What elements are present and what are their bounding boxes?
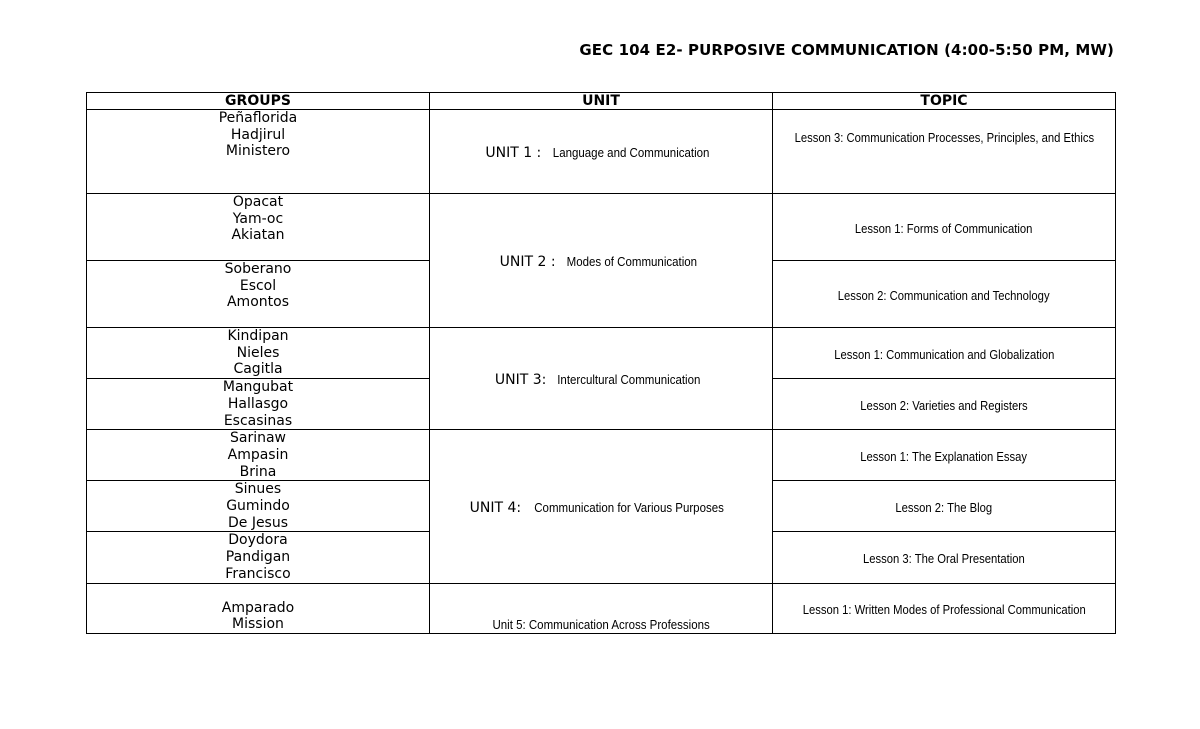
- group-cell: [87, 532, 430, 583]
- unit-label: UNIT 1 :: [485, 145, 542, 161]
- topic-text: Lesson 2: Communication and Technology: [838, 288, 1050, 303]
- group-member: Mangubat: [222, 379, 294, 396]
- group-cell: [87, 481, 430, 532]
- topic-text: Lesson 1: The Explanation Essay: [860, 449, 1028, 464]
- group-member: Sarinaw: [229, 430, 286, 447]
- topic-cell: [773, 532, 1116, 583]
- group-cell: [87, 261, 430, 328]
- group-member: Francisco: [225, 565, 291, 582]
- group-member: Sinues: [234, 481, 282, 498]
- unit-description: Intercultural Communication: [557, 373, 701, 388]
- table-row: [87, 583, 1116, 633]
- header-row: [87, 93, 1116, 110]
- group-member: Cagitla: [233, 361, 283, 378]
- topic-text: Lesson 3: The Oral Presentation: [863, 551, 1025, 566]
- topic-text: Lesson 1: Communication and Globalization: [833, 347, 1055, 362]
- table-row: [87, 328, 1116, 379]
- unit-cell: [430, 110, 773, 194]
- unit-description: Modes of Communication: [566, 255, 697, 269]
- group-member: Kindipan: [227, 328, 289, 344]
- header-topic: TOPIC: [773, 93, 1116, 110]
- topic-cell: [773, 430, 1116, 481]
- topic-text: Lesson 3: Communication Processes, Principles, and Ethics: [794, 131, 1094, 145]
- topic-cell: [773, 110, 1116, 194]
- topic-cell: [773, 194, 1116, 261]
- schedule-table: [86, 92, 1116, 634]
- topic-text: Lesson 2: Varieties and Registers: [860, 398, 1028, 413]
- group-member: Hallasgo: [227, 395, 289, 412]
- table-row: [87, 430, 1116, 481]
- group-member: Escasinas: [223, 412, 293, 429]
- group-member: De Jesus: [227, 514, 289, 531]
- topic-cell: [773, 328, 1116, 379]
- unit-description: Communication for Various Purposes: [534, 500, 725, 515]
- unit-cell: [430, 328, 773, 430]
- group-member: Mission: [232, 616, 284, 633]
- topic-text: Lesson 1: Written Modes of Professional Communication: [802, 602, 1086, 617]
- group-cell: [87, 110, 430, 194]
- topic-text: Lesson 1: Forms of Communication: [855, 221, 1033, 236]
- group-cell: [87, 328, 430, 379]
- group-member: Brina: [239, 463, 277, 480]
- unit-cell: [430, 583, 773, 633]
- document-title: GEC 104 E2- PURPOSIVE COMMUNICATION (4:00-5:50 PM, MW): [579, 41, 1114, 59]
- unit-description: Language and Communication: [553, 146, 710, 160]
- group-member: Pandigan: [225, 549, 291, 566]
- group-member: Hadjirul: [230, 126, 286, 143]
- group-member: Amparado: [221, 599, 295, 616]
- group-cell: [87, 194, 430, 261]
- unit-label: UNIT 2 :: [499, 254, 556, 270]
- group-member: Escol: [239, 277, 277, 294]
- topic-cell: [773, 379, 1116, 430]
- group-member: Doydora: [228, 532, 288, 549]
- unit-description: Unit 5: Communication Across Professions: [492, 617, 710, 632]
- group-member: Yam-oc: [232, 210, 284, 227]
- group-cell: [87, 583, 430, 633]
- group-cell: [87, 430, 430, 481]
- header-groups: GROUPS: [87, 93, 430, 110]
- group-member: Ministero: [225, 143, 291, 160]
- topic-cell: [773, 583, 1116, 633]
- group-member: Ampasin: [227, 446, 289, 463]
- header-unit: UNIT: [430, 93, 773, 110]
- group-cell: [87, 379, 430, 430]
- table-row: [87, 110, 1116, 194]
- group-member: Soberano: [224, 261, 292, 277]
- topic-cell: [773, 261, 1116, 328]
- table-row: [87, 194, 1116, 261]
- group-member: Akiatan: [231, 227, 285, 244]
- topic-text: Lesson 2: The Blog: [895, 500, 993, 515]
- group-member: Gumindo: [226, 498, 290, 515]
- group-member: Peñaflorida: [218, 110, 298, 126]
- topic-cell: [773, 481, 1116, 532]
- unit-cell: [430, 430, 773, 583]
- group-member: Opacat: [232, 194, 284, 210]
- unit-label: UNIT 4:: [469, 499, 522, 516]
- unit-label: UNIT 3:: [494, 372, 547, 389]
- unit-cell: [430, 194, 773, 328]
- group-member: Amontos: [226, 294, 289, 311]
- group-member: Nieles: [236, 344, 280, 361]
